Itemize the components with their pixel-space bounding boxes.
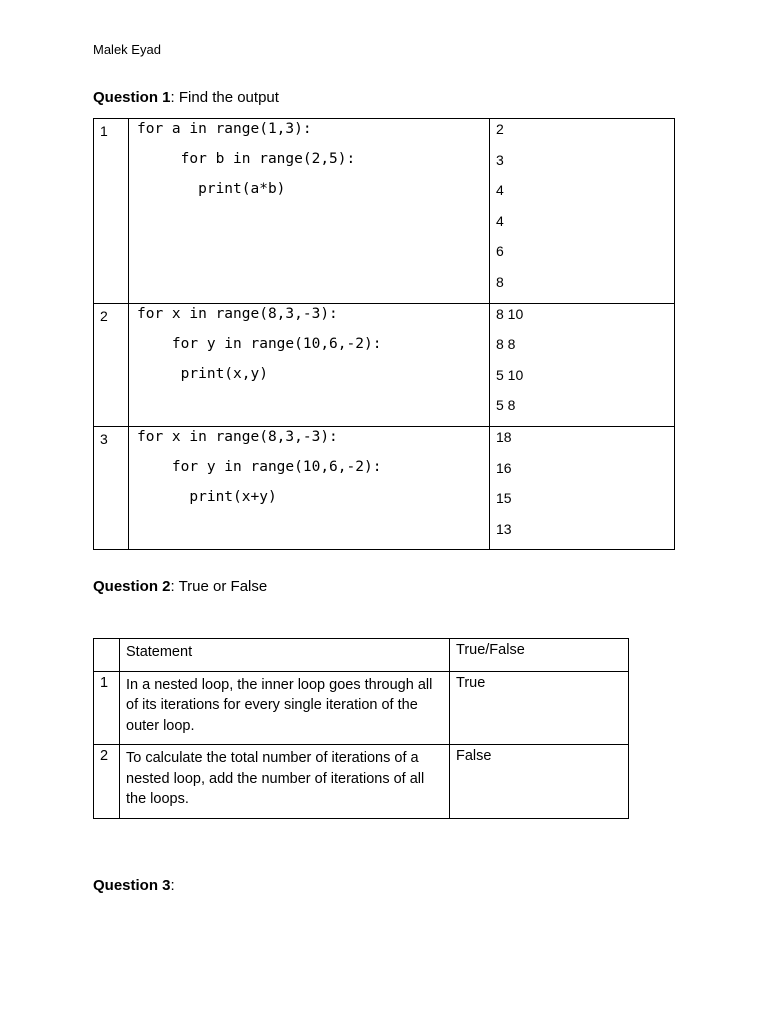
output-line: 4 [496,212,504,229]
question-3-title: Question 3 [93,877,171,894]
table-row [94,303,675,426]
output-line: 18 [496,428,512,445]
header-true-false: True/False [450,639,629,672]
code-line: print(x,y) [137,365,268,382]
output-line: 6 [496,243,504,260]
question-2-table [93,638,629,819]
code-line: for x in range(8,3,-3): [137,305,338,322]
row-number: 1 [94,671,120,745]
question-2-heading [93,578,267,595]
row-number: 3 [94,426,129,549]
code-cell [129,303,490,426]
output-line: 5 10 [496,366,524,383]
row-number: 2 [94,745,120,819]
output-line: 8 [496,273,504,290]
question-1-prompt: : Find the output [170,89,279,106]
question-1-title: Question 1 [93,89,171,106]
question-3-heading [93,877,175,894]
output-line: 15 [496,490,512,507]
code-line: for y in range(10,6,-2): [137,458,382,475]
code-line: for b in range(2,5): [137,151,356,167]
author-name: Malek Eyad [93,42,161,57]
question-2-title: Question 2 [93,578,171,595]
output-line: 5 8 [496,397,516,414]
row-number: 2 [94,303,129,426]
code-cell [129,426,490,549]
output-line: 13 [496,520,512,537]
question-2-prompt: : True or False [170,578,268,595]
code-line: print(a*b) [137,181,286,197]
table-row [94,671,629,745]
question-1-heading [93,89,279,106]
code-line: print(x+y) [137,488,277,505]
table-row [94,426,675,549]
output-line: 8 10 [496,305,524,322]
row-number: 1 [94,119,129,304]
question-1-table [93,118,675,550]
table-row [94,119,675,304]
answer-cell: True [450,671,629,745]
output-cell [490,426,675,549]
output-cell [490,119,675,304]
table-header-row [94,639,629,672]
code-line: for a in range(1,3): [137,121,312,137]
code-cell [129,119,490,304]
table-row [94,745,629,819]
output-line: 4 [496,182,504,199]
header-statement: Statement [120,639,450,672]
header-number-cell [94,639,120,672]
statement-cell: To calculate the total number of iterations of a nested loop, add the number of iterations of all the loops. [120,745,450,819]
statement-cell: In a nested loop, the inner loop goes through all of its iterations for every single iteration of the outer loop. [120,671,450,745]
output-line: 2 [496,121,504,137]
output-cell [490,303,675,426]
question-3-prompt: : [170,877,175,894]
output-line: 8 8 [496,336,516,353]
output-line: 16 [496,459,512,476]
code-line: for y in range(10,6,-2): [137,335,382,352]
output-line: 3 [496,151,504,168]
code-line: for x in range(8,3,-3): [137,428,338,445]
answer-cell: False [450,745,629,819]
